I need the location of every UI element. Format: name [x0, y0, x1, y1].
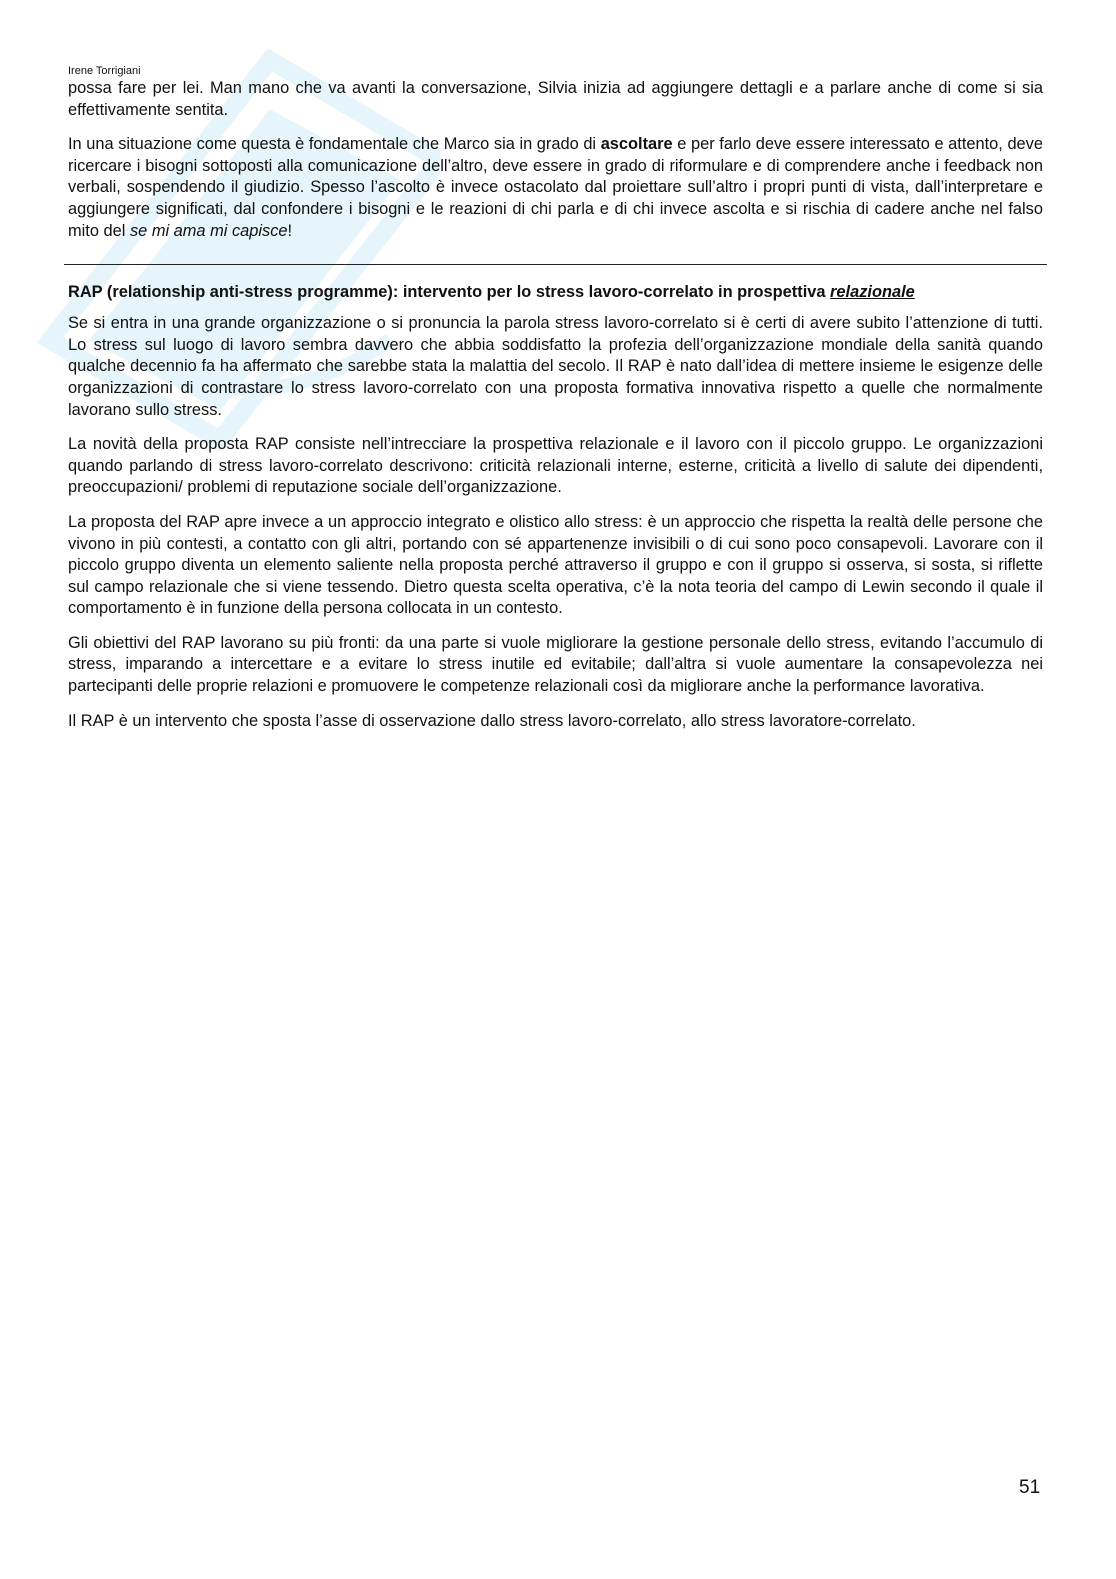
page-number: 51: [1019, 1477, 1041, 1498]
heading-text: RAP (relationship anti-stress programme): intervento per lo stress lavoro-correlato in prospettiva: [68, 283, 831, 302]
document-page: [68, 64, 1043, 745]
paragraph-text: e per farlo deve essere interessato e attento, deve ricercare i bisogni sottoposti alla comunicazione dell’altro, deve essere in grado di riformulare e di comprendere anche i feedback non verbali, sospendendo il giudizio. Spesso l’ascolto è invece ostacolato dal proiettare sull’altro i propri punti di vista, dall’interpretare e aggiungere significati, dal confondere i bisogni e le reazioni di chi parla e di chi invece ascolta e si rischia di cadere anche nel falso mito del: [68, 135, 1043, 240]
emphasis-bold: ascoltare: [600, 135, 673, 154]
heading-emphasis: relazionale: [830, 283, 915, 302]
paragraph-intro-1: possa fare per lei. Man mano che va avanti la conversazione, Silvia inizia ad aggiungere dettagli e a parlare anche di come si sia effettivamente sentita.: [68, 79, 1043, 119]
section-paragraph-4: Gli obiettivi del RAP lavorano su più fronti: da una parte si vuole migliorare la gestione personale dello stress, evitando l’accumulo di stress, imparando a intercettare e a evitare lo stress inutile ed evitabile; dall’altra si vuole aumentare la consapevolezza nei partecipanti delle proprie relazioni e promuovere le competenze relazionali così da migliorare anche la performance lavorativa.: [68, 633, 1043, 696]
paragraph-intro-2: [68, 134, 1043, 242]
author-header: Irene Torrigiani: [68, 65, 141, 77]
paragraph-text: !: [287, 221, 293, 240]
section-paragraph-1: Se si entra in una grande organizzazione o si pronuncia la parola stress lavoro-correlato si è certi di avere subito l’attenzione di tutti. Lo stress sul luogo di lavoro sembra davvero che abbia soddisfatto la profezia dell’organizzazione mondiale della sanità quando qualche decennio fa ha affermato che sarebbe stata la malattia del secolo. Il RAP è nato dall’idea di mettere insieme le esigenze delle organizzazioni di contrastare lo stress lavoro-correlato con una proposta formativa innovativa rispetto a quelle che normalmente lavorano sullo stress.: [68, 314, 1043, 419]
section-heading: [68, 281, 1043, 303]
paragraph-text: In una situazione come questa è fondamentale che Marco sia in grado di: [68, 135, 601, 154]
section-paragraph-2: La novità della proposta RAP consiste nell’intrecciare la prospettiva relazionale e il lavoro con il piccolo gruppo. Le organizzazioni quando parlando di stress lavoro-correlato descrivono: criticità relazionali interne, esterne, criticità a livello di salute dei dipendenti, preoccupazioni/ problemi di reputazione sociale dell’organizzazione.: [68, 435, 1043, 497]
section-paragraph-5: Il RAP è un intervento che sposta l’asse di osservazione dallo stress lavoro-correlato, allo stress lavoratore-correlato.: [68, 711, 916, 730]
emphasis-italic: se mi ama mi capisce: [129, 221, 288, 240]
section-paragraph-3: La proposta del RAP apre invece a un approccio integrato e olistico allo stress: è un approccio che rispetta la realtà delle persone che vivono in più contesti, a contatto con gli altri, portando con sé appartenenze invisibili o di cui sono poco consapevoli. Lavorare con il piccolo gruppo diventa un elemento saliente nella proposta perché attraverso il gruppo e con il gruppo si osserva, si sosta, si riflette sul campo relazionale che si viene tessendo. Dietro questa scelta operativa, c’è la nota teoria del campo di Lewin secondo il quale il comportamento è in funzione della persona collocata in un contesto.: [68, 512, 1043, 618]
section-divider: [64, 264, 1047, 265]
